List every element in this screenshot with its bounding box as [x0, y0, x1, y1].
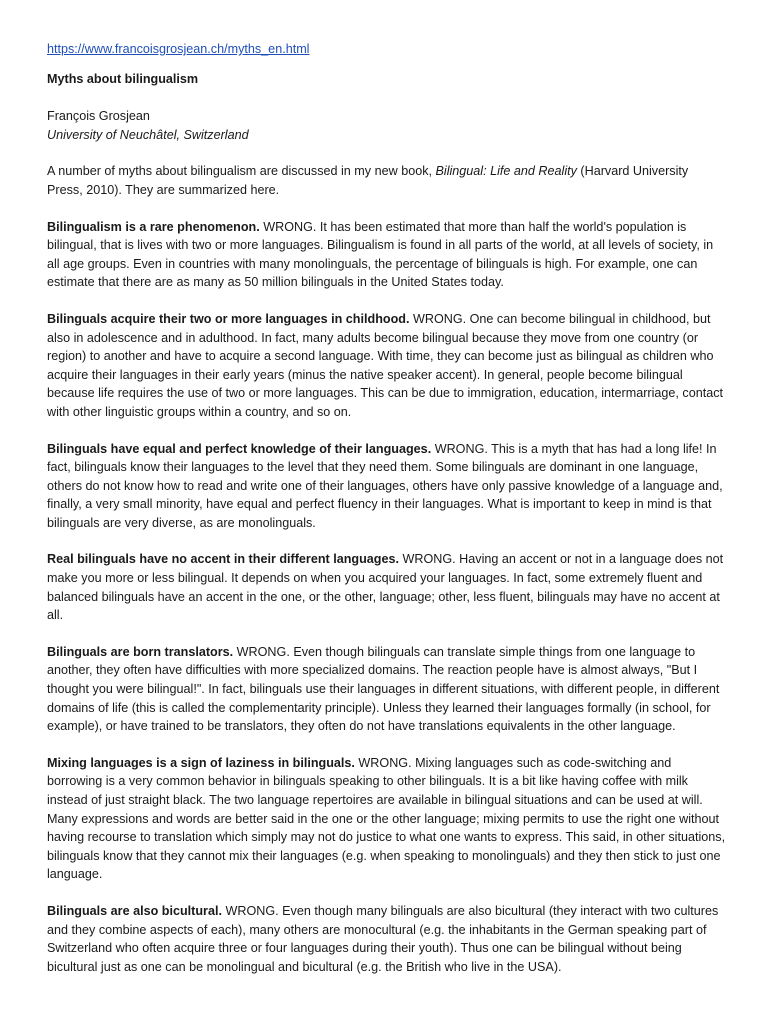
- myth-paragraph: [47, 550, 727, 624]
- myth-text: WRONG. Even though many bilinguals are also bicultural (they interact with two cultures and they combine aspects of each), many others are monocultural (e.g. the inhabitants in the German speaking part of Switzerland who often acquire three or four languages during their youth). Thus one can be bilingual without being bicultural just as one can be monolingual and bicultural (e.g. the British who live in the USA).: [47, 903, 719, 974]
- myth-paragraph: [47, 643, 727, 736]
- myth-text: WRONG. Mixing languages such as code-switching and borrowing is a very common behavior in bilinguals speaking to other bilinguals. It is a bit like having coffee with milk instead of just straight black. The two language repertoires are available in bilingual situations and can be used at will. Many expressions and words are better said in the one or the other language; mixing permits to use the right one without having recourse to translation which simply may not do justice to what one wants to express. This said, in other situations, bilinguals know that they cannot mix their languages (e.g. when speaking to monolinguals) and they then stick to just one language.: [47, 755, 726, 882]
- myth-text: WRONG. Even though bilinguals can translate simple things from one language to another, they often have difficulties with more specialized domains. The reaction people have is almost always, "But I thought you were bilingual!". In fact, bilinguals use their languages in different situations, with different people, in different domains of life (this is called the complementarity principle). Unless they learned their languages formally (in school, for example), or have trained to be translators, they often do not have translations equivalents in the other language.: [47, 644, 720, 734]
- author-affiliation: University of Neuchâtel, Switzerland: [47, 127, 249, 142]
- myth-text: WRONG. Having an accent or not in a language does not make you more or less bilingual. It depends on when you acquired your languages. In fact, some extremely fluent and balanced bilinguals have an accent in the one, or the other, language; other, less fluent, bilinguals may have no accent at all.: [47, 552, 724, 623]
- intro-paragraph: [47, 162, 727, 199]
- myth-text: WRONG. One can become bilingual in childhood, but also in adolescence and in adulthood. In fact, many adults become bilingual because they move from one country (or region) to another and have to acquire a second language. With time, they can become just as bilingual as children who acquire their languages in their early years (minus the native speaker accent). In general, people become bilingual because life requires the use of two or more languages. This can be due to immigration, education, intermarriage, contact with other linguistic groups within a country, and so on.: [47, 311, 724, 419]
- myth-heading: Bilinguals are also bicultural.: [47, 903, 222, 918]
- intro-text-after: (Harvard University Press, 2010). They are summarized here.: [47, 164, 689, 197]
- myth-heading: Bilinguals have equal and perfect knowledge of their languages.: [47, 441, 432, 456]
- myth-text: WRONG. This is a myth that has had a long life! In fact, bilinguals know their languages to the level that they need them. Some bilinguals are dominant in one language, others do not know how to read and write one of their languages, others have only passive knowledge of a language and, finally, a very small minority, have equal and perfect fluency in their languages. What is important to keep in mind is that bilinguals are very diverse, as are monolinguals.: [47, 441, 723, 530]
- author-name: François Grosjean: [47, 109, 150, 124]
- myth-paragraph: [47, 218, 727, 292]
- myth-paragraph: [47, 310, 727, 422]
- myth-paragraph: [47, 440, 727, 533]
- myth-text: WRONG. It has been estimated that more than half the world's population is bilingual, that is lives with two or more languages. Bilingualism is found in all parts of the world, at all levels of society, in all age groups. Even in countries with many monolinguals, the percentage of bilinguals is high. For example, one can estimate that there are as many as 50 million bilinguals in the United States today.: [47, 219, 714, 290]
- myth-heading: Bilingualism is a rare phenomenon.: [47, 219, 260, 234]
- document-title: Myths about bilingualism: [47, 71, 199, 86]
- myth-paragraph: [47, 754, 727, 884]
- myth-heading: Bilinguals are born translators.: [47, 644, 234, 659]
- myth-heading: Mixing languages is a sign of laziness in bilinguals.: [47, 755, 355, 770]
- document-page: [47, 40, 727, 994]
- myth-paragraph: [47, 902, 727, 976]
- myth-heading: Real bilinguals have no accent in their different languages.: [47, 552, 400, 567]
- book-title: Bilingual: Life and Reality: [435, 164, 577, 179]
- intro-text-before: A number of myths about bilingualism are discussed in my new book,: [47, 164, 436, 179]
- myth-heading: Bilinguals acquire their two or more languages in childhood.: [47, 311, 410, 326]
- source-url-link[interactable]: https://www.francoisgrosjean.ch/myths_en.html: [47, 42, 310, 56]
